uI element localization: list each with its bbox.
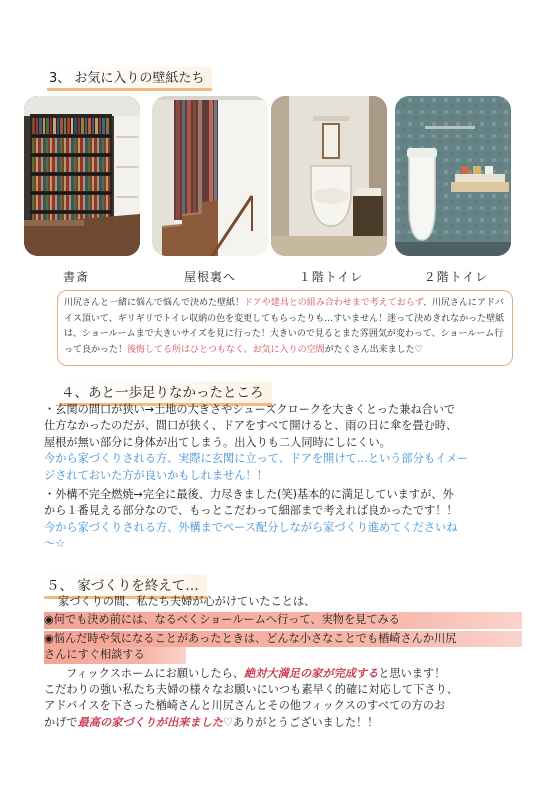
s5-closing-4a: かげで <box>44 715 78 729</box>
s5-closing-1a: フィックスホームにお願いしたら、 <box>66 666 244 680</box>
section-5-heading: ５、 家づくりを終えて… <box>44 574 207 599</box>
s5-highlight-1: ◉何でも決め前には、なるべくショールームへ行って、実物を見てみる <box>44 612 522 628</box>
s4-line: 屋根が無い部分に身体が出てしまう。出入りも二人同時にしにくい。 <box>44 435 391 449</box>
section-5-body <box>44 594 522 731</box>
section-3-heading: 3、 お気に入りの壁紙たち <box>47 67 212 91</box>
note-text-2: 、川尻さんにアドバイス頂いて、ギリギリでトイレ収納の色を変更してもらったりも…すいません！迷って決めきれなかった壁紙は、ショールームまで大きいサイズを見に行った！大きいので見るとまた雰囲気が変わって、ショールーム行って良かった！ <box>64 298 505 355</box>
s5-closing-1b: 絶対大満足の家が完成する <box>244 666 379 680</box>
s5-highlight-2b: さんにすぐ相談する <box>44 647 186 663</box>
s5-closing-2: こだわりの強い私たち夫婦の様々なお願いにいつも素早く的確に対応して下さり、 <box>44 683 458 697</box>
toilet-2f-photo <box>395 96 511 256</box>
photo-caption-study: 書斎 <box>62 270 89 284</box>
s4-advice-line: 〜☆ <box>44 537 66 551</box>
s5-closing-4c: ありがとうございました！！ <box>233 715 379 729</box>
s5-closing-3: アドバイスを下さった楢崎さんと川尻さんとその他フィックスのすべての方のお <box>44 699 446 713</box>
s5-intro: 家づくりの間、私たち夫婦が心がけていたことは、 <box>58 595 316 608</box>
photo-caption-toilet-1f: １階トイレ <box>298 270 364 284</box>
section-4-heading: ４、あと一歩足りなかったところ <box>59 381 272 406</box>
note-text-1: 川尻さんと一緒に悩んで悩んで決めた壁紙！ <box>64 298 245 308</box>
s4-advice-line: 今から家づくりされる方、外構までペース配分しながら家づくり進めてくださいね <box>44 520 458 534</box>
s4-advice-line: 今から家づくりされる方、実際に玄関に立って、ドアを開けて…という部分もイメー <box>44 452 469 466</box>
s4-line: から１番見える部分なので、もっとこだわって細部まで考えれば良かったです！！ <box>44 504 458 518</box>
wallpaper-note-box <box>57 290 513 366</box>
s4-line: ・外構不完全燃焼→完全に最後、力尽きました(笑)基本的に満足していますが、外 <box>44 488 454 502</box>
s5-closing-4b: 最高の家づくりが出来ました♡ <box>77 715 234 729</box>
photo-caption-toilet-2f: ２階トイレ <box>423 270 489 284</box>
s4-advice-line: ジされておいた方が良いかもしれません！！ <box>44 468 268 482</box>
toilet-1f-photo <box>271 96 387 256</box>
s5-closing-1c: と思います！ <box>378 666 446 680</box>
s4-line: 仕方なかったのだが、間口が狭く、ドアをすべて開けると、雨の日に傘を畳む時、 <box>44 419 458 433</box>
s5-highlight-2a: ◉悩んだ時や気になることがあったときは、どんな小さなことでも楢崎さんか川尻 <box>44 631 522 647</box>
note-highlight-1: ドアや建具との組み合わせまで考えておらず <box>244 298 424 308</box>
bookshelf-wallpaper-photo <box>24 96 140 256</box>
photo-caption-attic: 屋根裏へ <box>183 270 236 284</box>
note-highlight-2: 後悔してる所はひとつもなく、お気に入りの空間 <box>127 344 325 355</box>
stairs-wallpaper-photo <box>152 96 268 256</box>
note-text-3: がたくさん出来ました♡ <box>324 344 423 355</box>
section-4-body <box>44 402 522 553</box>
s4-line: ・玄関の間口が狭い→土地の大きさやシューズクロークを大きくとった兼ね合いで <box>44 403 456 416</box>
